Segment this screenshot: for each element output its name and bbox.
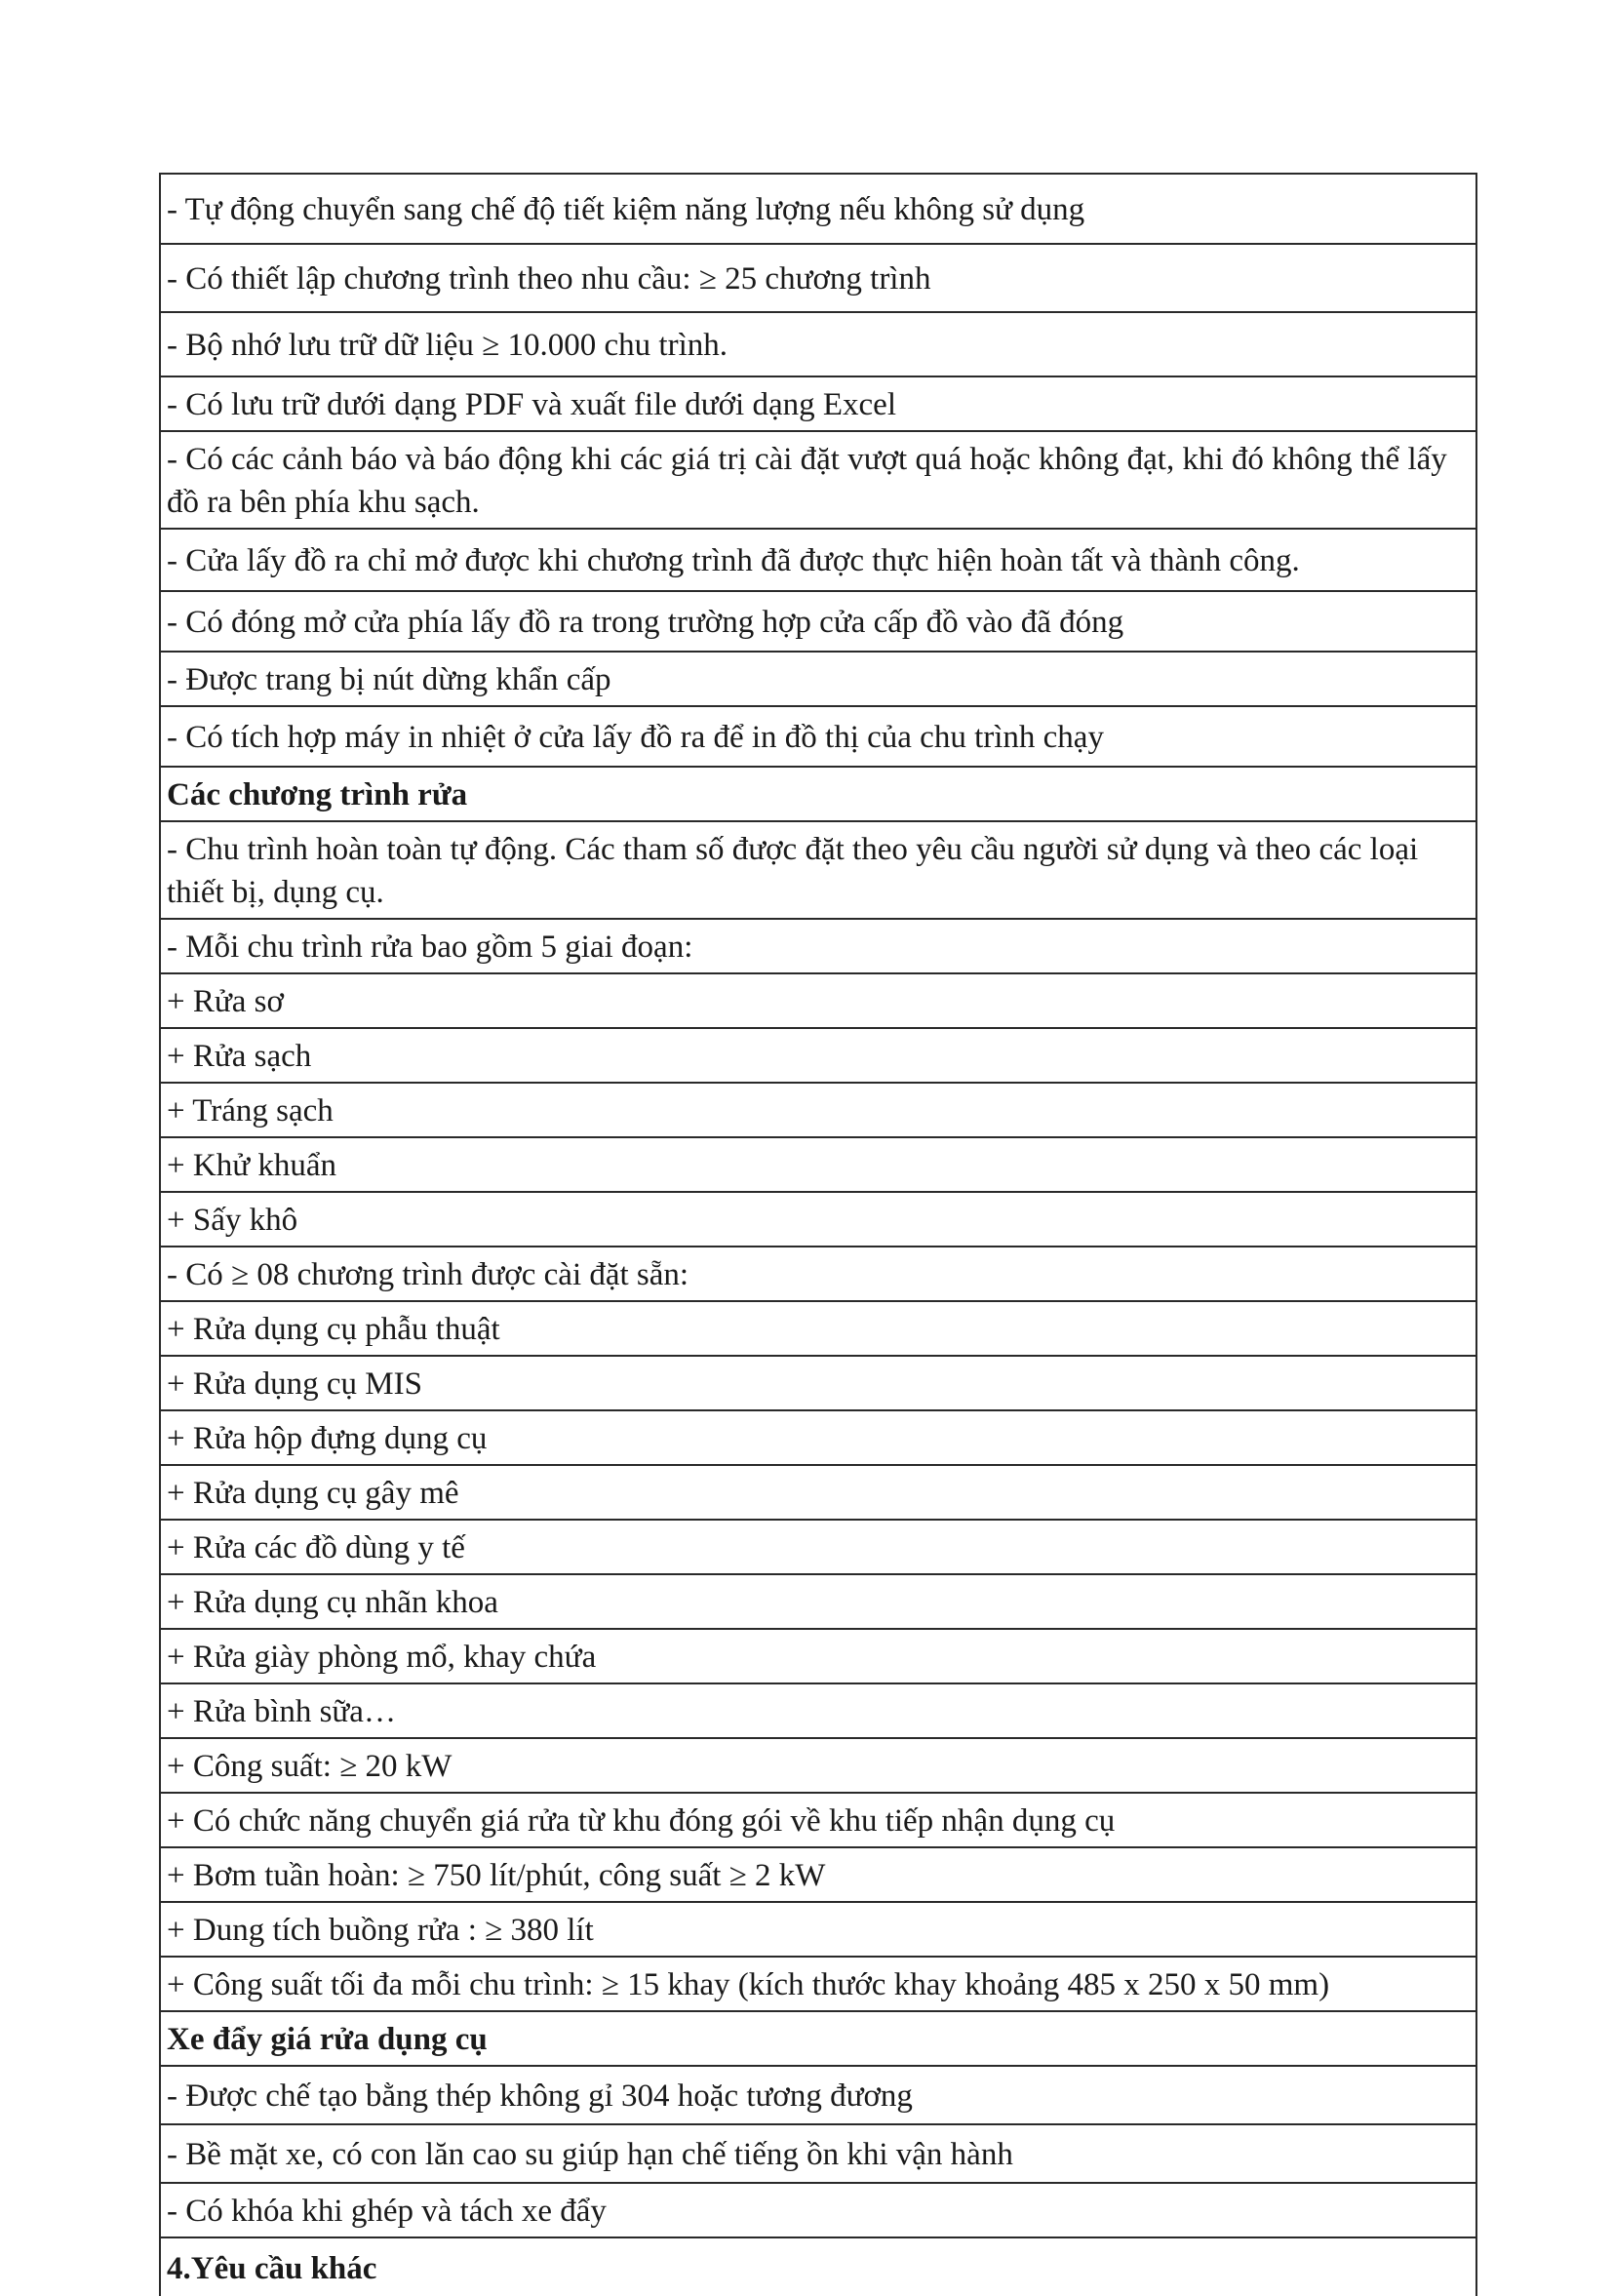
- spec-row: [160, 1192, 1476, 1247]
- spec-cell: + Rửa dụng cụ MIS: [160, 1356, 1476, 1410]
- spec-row: [160, 1410, 1476, 1465]
- spec-row: [160, 1247, 1476, 1301]
- spec-row: [160, 431, 1476, 529]
- spec-row: [160, 376, 1476, 431]
- spec-cell: - Mỗi chu trình rửa bao gồm 5 giai đoạn:: [160, 919, 1476, 973]
- spec-cell: - Được trang bị nút dừng khẩn cấp: [160, 652, 1476, 706]
- spec-cell: - Có thiết lập chương trình theo nhu cầu: ≥ 25 chương trình: [160, 244, 1476, 312]
- spec-cell: + Dung tích buồng rửa : ≥ 380 lít: [160, 1902, 1476, 1957]
- spec-row: [160, 1793, 1476, 1847]
- section-heading-cell: Xe đẩy giá rửa dụng cụ: [160, 2011, 1476, 2066]
- spec-row: [160, 706, 1476, 767]
- spec-cell: + Rửa sơ: [160, 973, 1476, 1028]
- spec-row: [160, 1465, 1476, 1520]
- spec-row: [160, 1301, 1476, 1356]
- spec-cell: - Có ≥ 08 chương trình được cài đặt sẵn:: [160, 1247, 1476, 1301]
- section-heading-row: [160, 2237, 1476, 2296]
- spec-row: [160, 1902, 1476, 1957]
- spec-row: [160, 1028, 1476, 1083]
- spec-cell: - Chu trình hoàn toàn tự động. Các tham số được đặt theo yêu cầu người sử dụng và theo các loại thiết bị, dụng cụ.: [160, 821, 1476, 919]
- spec-row: [160, 919, 1476, 973]
- spec-cell: - Có lưu trữ dưới dạng PDF và xuất file dưới dạng Excel: [160, 376, 1476, 431]
- spec-cell: - Có đóng mở cửa phía lấy đồ ra trong trường hợp cửa cấp đồ vào đã đóng: [160, 591, 1476, 652]
- spec-row: [160, 1083, 1476, 1137]
- section-heading-row: [160, 2011, 1476, 2066]
- spec-cell: - Có khóa khi ghép và tách xe đẩy: [160, 2183, 1476, 2237]
- spec-row: [160, 1629, 1476, 1683]
- spec-row: [160, 1738, 1476, 1793]
- spec-cell: - Có tích hợp máy in nhiệt ở cửa lấy đồ ra để in đồ thị của chu trình chạy: [160, 706, 1476, 767]
- spec-cell: + Có chức năng chuyển giá rửa từ khu đóng gói về khu tiếp nhận dụng cụ: [160, 1793, 1476, 1847]
- spec-row: [160, 1683, 1476, 1738]
- spec-cell: + Sấy khô: [160, 1192, 1476, 1247]
- spec-row: [160, 1356, 1476, 1410]
- spec-cell: - Cửa lấy đồ ra chỉ mở được khi chương trình đã được thực hiện hoàn tất và thành công.: [160, 529, 1476, 591]
- spec-row: [160, 1520, 1476, 1574]
- spec-row: [160, 2183, 1476, 2237]
- spec-cell: + Rửa các đồ dùng y tế: [160, 1520, 1476, 1574]
- spec-row: [160, 591, 1476, 652]
- spec-cell: + Rửa hộp đựng dụng cụ: [160, 1410, 1476, 1465]
- spec-cell: + Rửa dụng cụ gây mê: [160, 1465, 1476, 1520]
- spec-cell: - Tự động chuyển sang chế độ tiết kiệm năng lượng nếu không sử dụng: [160, 174, 1476, 244]
- spec-row: [160, 2066, 1476, 2124]
- specification-table: [159, 173, 1477, 2296]
- spec-row: [160, 174, 1476, 244]
- spec-cell: + Rửa sạch: [160, 1028, 1476, 1083]
- section-heading-cell: Các chương trình rửa: [160, 767, 1476, 821]
- spec-row: [160, 1957, 1476, 2011]
- section-heading-cell: 4.Yêu cầu khác: [160, 2237, 1476, 2296]
- spec-row: [160, 529, 1476, 591]
- specification-table-body: [160, 174, 1476, 2296]
- spec-row: [160, 973, 1476, 1028]
- spec-row: [160, 1847, 1476, 1902]
- spec-cell: - Được chế tạo bằng thép không gỉ 304 hoặc tương đương: [160, 2066, 1476, 2124]
- spec-cell: + Rửa giày phòng mổ, khay chứa: [160, 1629, 1476, 1683]
- spec-cell: + Tráng sạch: [160, 1083, 1476, 1137]
- spec-cell: - Có các cảnh báo và báo động khi các giá trị cài đặt vượt quá hoặc không đạt, khi đó không thể lấy đồ ra bên phía khu sạch.: [160, 431, 1476, 529]
- spec-cell: + Rửa dụng cụ nhãn khoa: [160, 1574, 1476, 1629]
- spec-row: [160, 1137, 1476, 1192]
- spec-cell: - Bề mặt xe, có con lăn cao su giúp hạn chế tiếng ồn khi vận hành: [160, 2124, 1476, 2183]
- spec-row: [160, 1574, 1476, 1629]
- spec-cell: - Bộ nhớ lưu trữ dữ liệu ≥ 10.000 chu trình.: [160, 312, 1476, 376]
- spec-cell: + Rửa bình sữa…: [160, 1683, 1476, 1738]
- section-heading-row: [160, 767, 1476, 821]
- spec-row: [160, 244, 1476, 312]
- spec-cell: + Khử khuẩn: [160, 1137, 1476, 1192]
- spec-cell: + Bơm tuần hoàn: ≥ 750 lít/phút, công suất ≥ 2 kW: [160, 1847, 1476, 1902]
- spec-cell: + Công suất: ≥ 20 kW: [160, 1738, 1476, 1793]
- spec-cell: + Rửa dụng cụ phẫu thuật: [160, 1301, 1476, 1356]
- spec-cell: + Công suất tối đa mỗi chu trình: ≥ 15 khay (kích thước khay khoảng 485 x 250 x 50 mm): [160, 1957, 1476, 2011]
- spec-row: [160, 312, 1476, 376]
- spec-row: [160, 2124, 1476, 2183]
- spec-row: [160, 652, 1476, 706]
- spec-row: [160, 821, 1476, 919]
